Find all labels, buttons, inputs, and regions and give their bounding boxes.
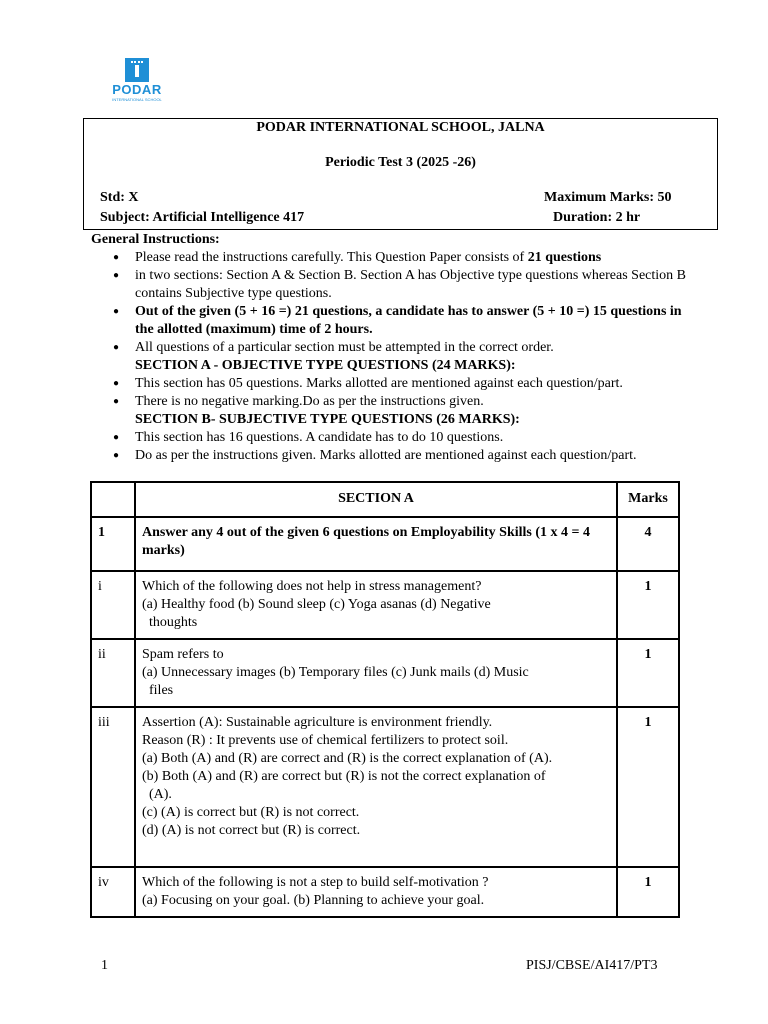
question-marks: 4 [617,517,679,571]
question-line: (d) (A) is not correct but (R) is correct. [142,823,361,838]
test-title: Periodic Test 3 (2025 -26) [325,155,476,170]
question-number: iii [91,707,135,867]
page-number: 1 [101,958,108,973]
question-options-cont: files [149,683,174,698]
section-a-table [90,481,680,918]
question-line: (a) Both (A) and (R) are correct and (R) is the correct explanation of (A). [142,751,553,766]
question-number: iv [91,867,135,917]
standard: Std: X [100,190,139,205]
question-marks: 1 [617,867,679,917]
question-text: Which of the following is not a step to build self-motivation ? [142,875,489,890]
instruction-text: Please read the instructions carefully. This Question Paper consists of [135,250,528,265]
question-options-cont: thoughts [149,615,198,630]
question-cell [135,639,617,707]
question-marks: 1 [617,571,679,639]
paper-code: PISJ/CBSE/AI417/PT3 [526,958,658,973]
exam-header [83,118,718,230]
duration: Duration: 2 hr [553,210,641,225]
school-name: PODAR INTERNATIONAL SCHOOL, JALNA [256,120,545,135]
table-row [91,517,679,571]
table-row [91,639,679,707]
logo-brand: PODAR [112,82,162,97]
logo-subtitle: INTERNATIONAL SCHOOL [112,97,162,102]
question-text: Which of the following does not help in stress management? [142,579,482,594]
question-text: Assertion (A): Sustainable agriculture is environment friendly. [142,715,493,730]
instruction-item: ● There is no negative marking.Do as per the instructions given. [135,393,691,411]
school-emblem-icon [125,58,149,82]
table-row [91,707,679,867]
instruction-item: ● Out of the given (5 + 16 =) 21 questions, a candidate has to answer (5 + 10 =) 15 questions in the allotted (maximum) time of 2 hours. [135,303,691,339]
question-options: (a) Focusing on your goal. (b) Planning to achieve your goal. [142,893,485,908]
question-text: Spam refers to [142,647,224,662]
section-a-heading: SECTION A - OBJECTIVE TYPE QUESTIONS (24 MARKS): [135,358,516,373]
header-marks: Marks [617,482,679,517]
school-logo [106,58,168,120]
instruction-item: ● in two sections: Section A & Section B. Section A has Objective type questions whereas Section B contains Subjective type questions. [135,267,691,303]
question-cell [135,707,617,867]
question-line: (A). [149,787,172,802]
question-cell [135,867,617,917]
question-line: (c) (A) is correct but (R) is not correct. [142,805,360,820]
general-instructions [91,231,691,465]
header-number-cell [91,482,135,517]
instruction-item: ● Do as per the instructions given. Marks allotted are mentioned against each question/part. [135,447,691,465]
instructions-title: General Instructions: [91,232,220,247]
instruction-item: ● All questions of a particular section must be attempted in the correct order. [135,339,691,357]
question-options: (a) Healthy food (b) Sound sleep (c) Yoga asanas (d) Negative [142,597,491,612]
header-section: SECTION A [135,482,617,517]
instruction-item [135,249,691,267]
question-line: Reason (R) : It prevents use of chemical fertilizers to protect soil. [142,733,509,748]
question-marks: 1 [617,707,679,867]
subject: Subject: Artificial Intelligence 417 [100,210,305,225]
maximum-marks: Maximum Marks: 50 [544,190,672,205]
question-marks: 1 [617,639,679,707]
question-number: 1 [91,517,135,571]
question-line: (b) Both (A) and (R) are correct but (R) is not the correct explanation of [142,769,546,784]
instruction-emphasis: 21 questions [527,250,602,265]
question-options: (a) Unnecessary images (b) Temporary files (c) Junk mails (d) Music [142,665,529,680]
table-row [91,571,679,639]
question-text: Answer any 4 out of the given 6 questions on Employability Skills (1 x 4 = 4 marks) [135,517,617,571]
question-cell [135,571,617,639]
table-row [91,867,679,917]
instruction-item: ● This section has 05 questions. Marks allotted are mentioned against each question/part. [135,375,691,393]
table-header-row [91,482,679,517]
question-number: ii [91,639,135,707]
question-number: i [91,571,135,639]
instruction-item: ● This section has 16 questions. A candidate has to do 10 questions. [135,429,691,447]
section-b-heading: SECTION B- SUBJECTIVE TYPE QUESTIONS (26 MARKS): [135,412,520,427]
